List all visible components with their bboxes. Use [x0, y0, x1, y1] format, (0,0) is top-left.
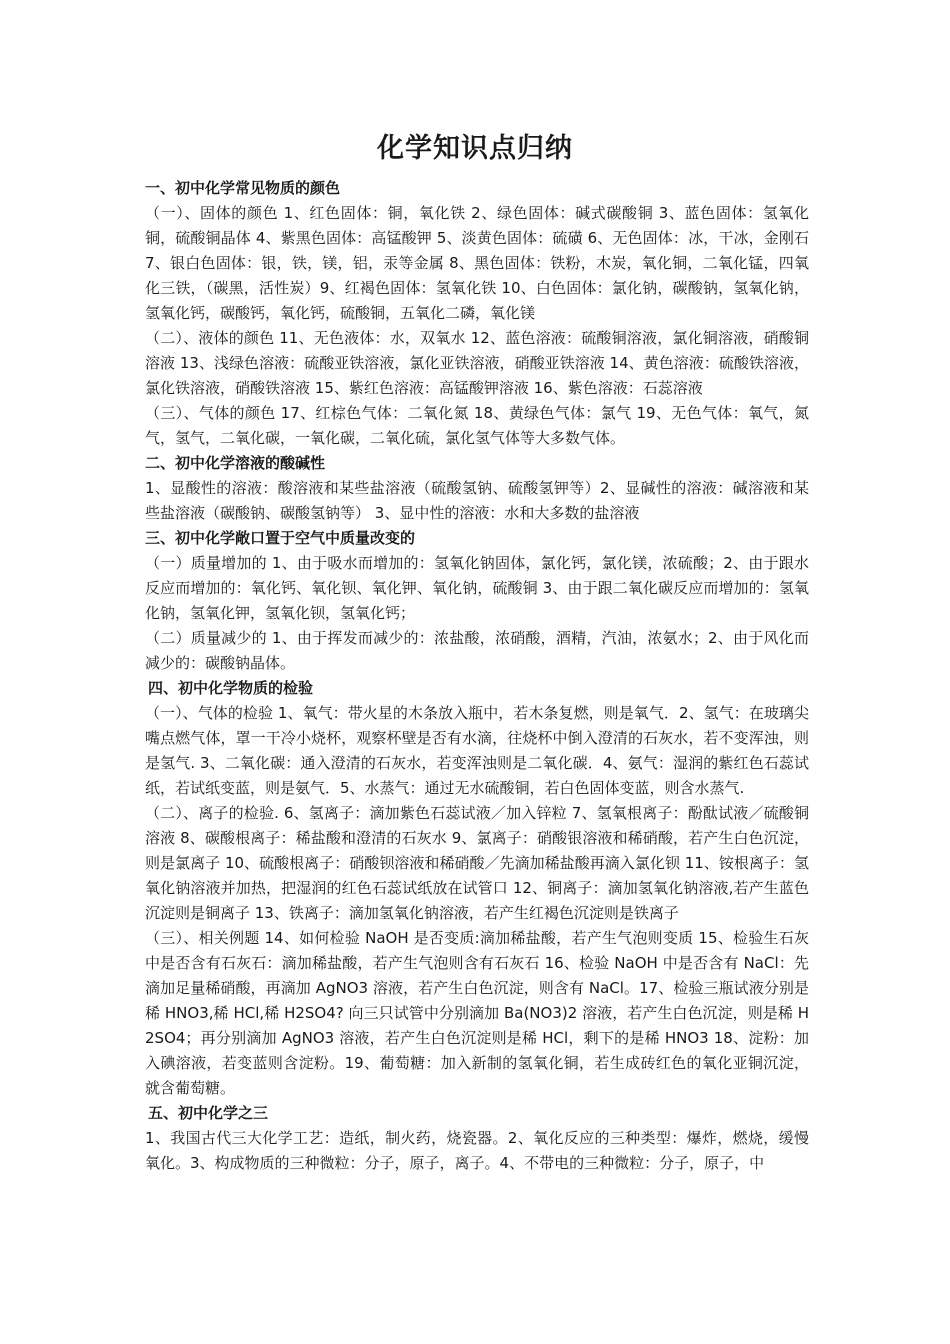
section-2-heading: 二、初中化学溶液的酸碱性 [145, 454, 326, 472]
document-title: 化学知识点归纳 [377, 133, 573, 164]
section-4-paragraph-3: （三）、相关例题 14、如何检验 NaOH 是否变质:滴加稀盐酸，若产生气泡则变质 15、检验生石灰中是否含有石灰石：滴加稀盐酸，若产生气泡则含有石灰石 16、检验 NaOH 中是否含有 NaCl：先滴加足量稀硝酸，再滴加 AgNO3 溶液，若产生白色沉淀，则含有 NaCl。17、检验三瓶试液分别是稀 HNO3,稀 HCl,稀 H2SO4? 向三只试管中分别滴加 Ba(NO3)2 溶液，若产生白色沉淀，则是稀 H2SO4；再分别滴加 AgNO3 溶液，若产生白色沉淀则是稀 HCl，剩下的是稀 HNO3 18、淀粉：加入碘溶液，若变蓝则含淀粉。19、葡萄糖：加入新制的氢氧化铜，若生成砖红色的氧化亚铜沉淀，就含葡萄糖。 [145, 929, 809, 1097]
section-3-paragraph-1: （一）质量增加的 1、由于吸水而增加的：氢氧化钠固体，氯化钙，氯化镁，浓硫酸；2、由于跟水反应而增加的：氧化钙、氧化钡、氧化钾、氧化钠，硫酸铜 3、由于跟二氧化碳反应而增加的：氢氧化钠，氢氧化钾，氢氧化钡，氢氧化钙； [145, 554, 809, 622]
section-3-heading: 三、初中化学敞口置于空气中质量改变的 [145, 529, 416, 547]
document-body [145, 176, 809, 1176]
section-1-paragraph-2: （二）、液体的颜色 11、无色液体：水，双氧水 12、蓝色溶液：硫酸铜溶液，氯化铜溶液，硝酸铜溶液 13、浅绿色溶液：硫酸亚铁溶液，氯化亚铁溶液，硝酸亚铁溶液 14、黄色溶液：硫酸铁溶液，氯化铁溶液，硝酸铁溶液 15、紫红色溶液：高锰酸钾溶液 16、紫色溶液：石蕊溶液 [145, 329, 809, 397]
section-5-heading: 五、初中化学之三 [148, 1104, 269, 1122]
section-4-paragraph-2: （二）、离子的检验. 6、氢离子：滴加紫色石蕊试液／加入锌粒 7、氢氧根离子：酚酞试液／硫酸铜溶液 8、碳酸根离子：稀盐酸和澄清的石灰水 9、氯离子：硝酸银溶液和稀硝酸，若产生白色沉淀，则是氯离子 10、硫酸根离子：硝酸钡溶液和稀硝酸／先滴加稀盐酸再滴入氯化钡 11、铵根离子：氢氧化钠溶液并加热，把湿润的红色石蕊试纸放在试管口 12、铜离子：滴加氢氧化钠溶液,若产生蓝色沉淀则是铜离子 13、铁离子：滴加氢氧化钠溶液，若产生红褐色沉淀则是铁离子 [145, 804, 809, 922]
section-4-paragraph-1: （一）、气体的检验 1、氧气：带火星的木条放入瓶中，若木条复燃，则是氧气．2、氢气：在玻璃尖嘴点燃气体，罩一干冷小烧杯，观察杯壁是否有水滴，往烧杯中倒入澄清的石灰水，若不变浑浊，则是氢气. 3、二氧化碳：通入澄清的石灰水，若变浑浊则是二氧化碳．4、氨气：湿润的紫红色石蕊试纸，若试纸变蓝，则是氨气．5、水蒸气：通过无水硫酸铜，若白色固体变蓝，则含水蒸气. [145, 704, 809, 797]
section-4-heading: 四、初中化学物质的检验 [148, 679, 314, 697]
section-1-paragraph-3: （三）、气体的颜色 17、红棕色气体：二氧化氮 18、黄绿色气体：氯气 19、无色气体：氧气，氮气，氢气，二氧化碳，一氧化碳，二氧化硫，氯化氢气体等大多数气体。 [145, 404, 809, 447]
section-5-paragraph-1: 1、我国古代三大化学工艺：造纸，制火药，烧瓷器。2、氧化反应的三种类型：爆炸，燃烧，缓慢氧化。3、构成物质的三种微粒：分子，原子，离子。4、不带电的三种微粒：分子，原子，中 [145, 1129, 809, 1172]
section-3-paragraph-2: （二）质量减少的 1、由于挥发而减少的：浓盐酸，浓硝酸，酒精，汽油，浓氨水；2、由于风化而减少的：碳酸钠晶体。 [145, 629, 809, 672]
section-1-heading: 一、初中化学常见物质的颜色 [145, 179, 341, 197]
section-1-paragraph-1: （一）、固体的颜色 1、红色固体：铜，氧化铁 2、绿色固体：碱式碳酸铜 3、蓝色固体：氢氧化铜，硫酸铜晶体 4、紫黑色固体：高锰酸钾 5、淡黄色固体：硫磺 6、无色固体：冰，干冰，金刚石 7、银白色固体：银，铁，镁，铝，汞等金属 8、黑色固体：铁粉，木炭，氧化铜，二氧化锰，四氧化三铁，（碳黑，活性炭）9、红褐色固体：氢氧化铁 10、白色固体：氯化钠，碳酸钠，氢氧化钠，氢氧化钙，碳酸钙，氧化钙，硫酸铜，五氧化二磷，氧化镁 [145, 204, 809, 322]
section-2-paragraph-1: 1、显酸性的溶液：酸溶液和某些盐溶液（硫酸氢钠、硫酸氢钾等）2、显碱性的溶液：碱溶液和某些盐溶液（碳酸钠、碳酸氢钠等） 3、显中性的溶液：水和大多数的盐溶液 [145, 479, 809, 522]
